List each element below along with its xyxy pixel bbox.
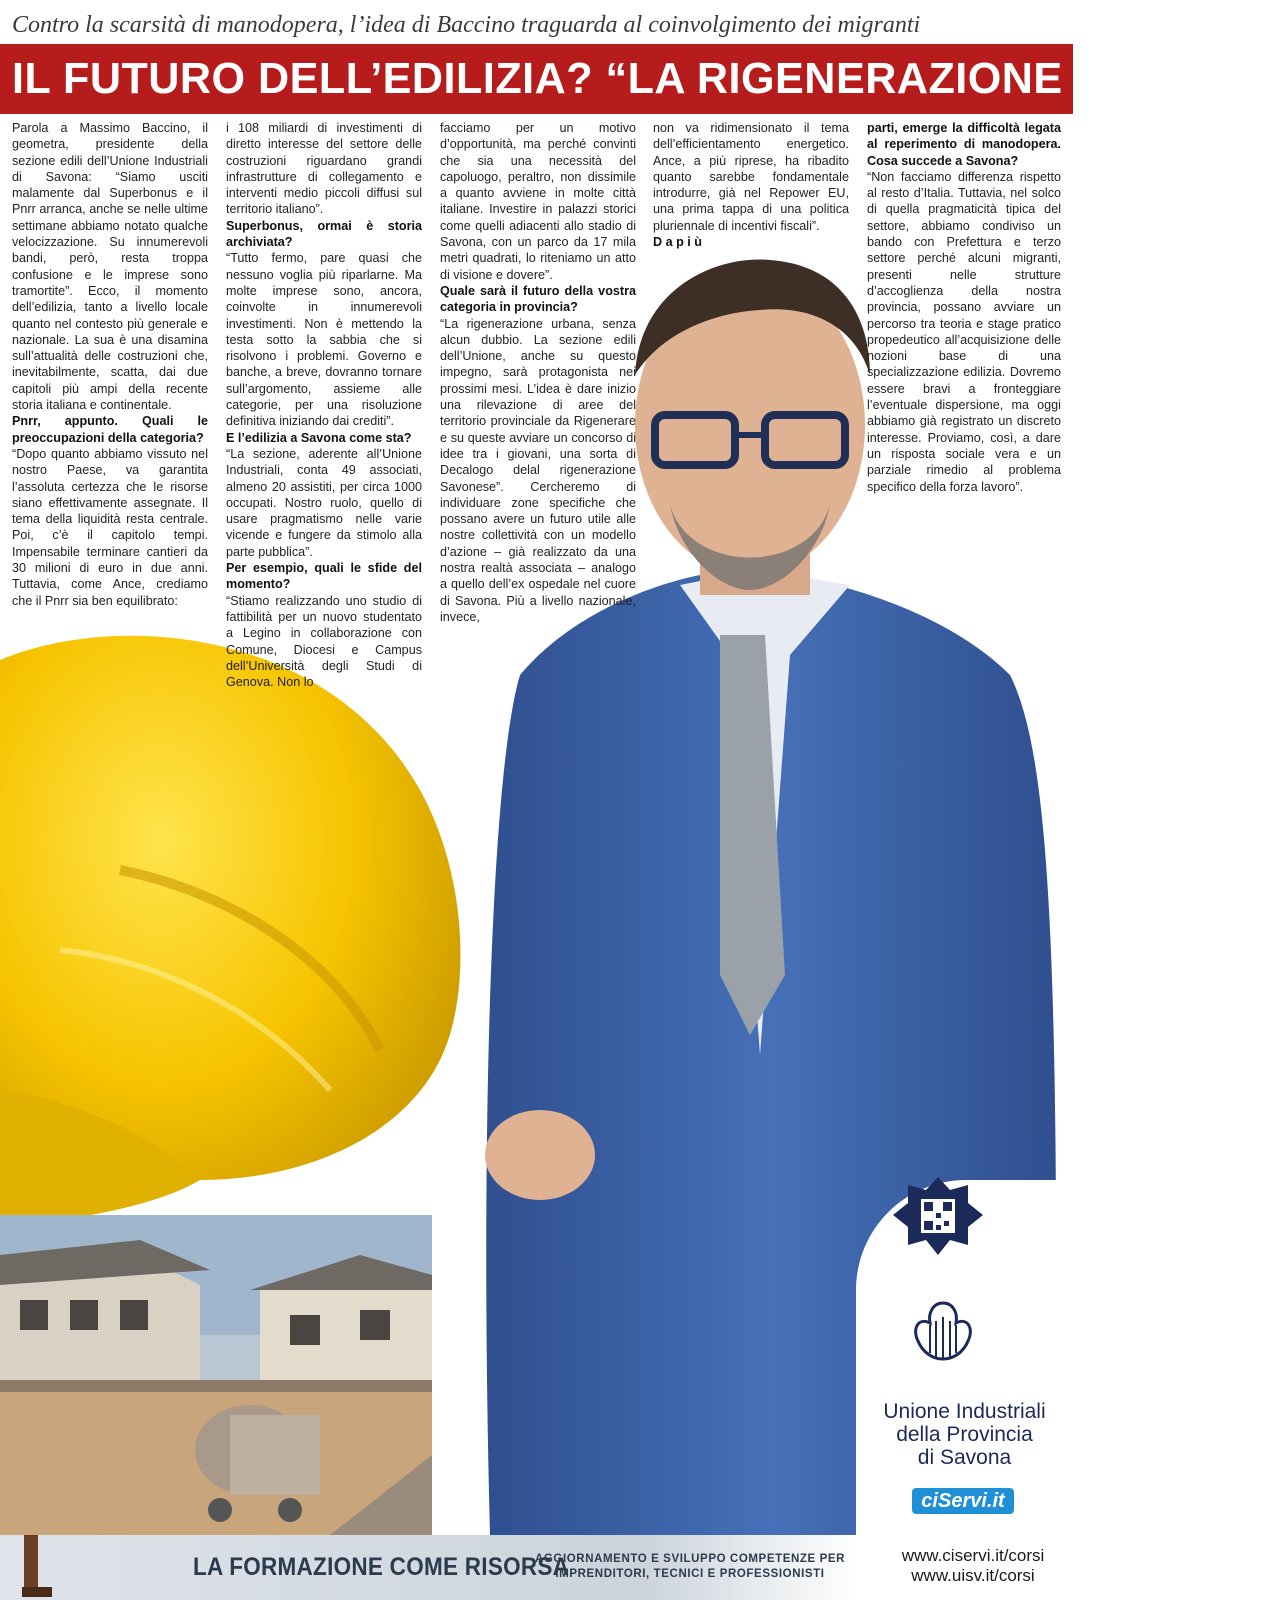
article-column-4 bbox=[653, 120, 849, 250]
article-paragraph: “La sezione, aderente all’Unione Industriali, conta 49 associati, almeno 20 assistiti, per circa 1000 occupati. Nostro ruolo, quello di usare pragmatismo nelle varie vicende e fungere da stimolo alla parte pubblica”. bbox=[226, 446, 422, 559]
headline-bar bbox=[0, 44, 1287, 114]
article-column-5 bbox=[867, 120, 1061, 495]
hard-hat-image bbox=[0, 620, 480, 1240]
interview-question: D a p i ù bbox=[653, 235, 702, 250]
article-column-1 bbox=[12, 120, 208, 609]
article-paragraph: Parola a Massimo Baccino, il geometra, presidente della sezione edili dell’Unione Industriali di Savona: “Siamo usciti malamente dal Superbonus e il Pnrr arranca, anche se nelle ultime settimane abbiamo notato qualche velocizzazione. Su innumerevoli bandi, però, resta troppa confusione e le imprese sono tramortite”. Ecco, il momento dell’edilizia, tanto a livello locale quanto nel contesto più generale e nazionale. La sua è una disamina sull’attualità delle costruzioni che, inevitabilmente, scatta, dai due capitoli più ampi della recente storia italiana e continentale. bbox=[12, 121, 208, 413]
article-column-2 bbox=[226, 120, 422, 690]
boot-icon bbox=[14, 1535, 59, 1600]
interview-question: E l’edilizia a Savona come sta? bbox=[226, 430, 412, 445]
article-paragraph: facciamo per un motivo d’opportunità, ma perché convinti che sia una necessità del capoluogo, peraltro, non dissimile a quanto avviene in molte città italiane. Investire in palazzi storici come quelli adiacenti allo stadio di Savona, con un parco da 17 mila metri quadrati, lo riteniamo un atto di visione e dovere”. bbox=[440, 121, 636, 282]
article-paragraph: “La rigenerazione urbana, senza alcun dubbio. La sezione edili dell’Unione, anche su questo impegno, sarà protagonista nei prossimi mesi. L’idea è dare inizio una rilevazione di aree del territorio provinciale da Rigenerare e su queste avviare un concorso di idee tra i giovani, una sorta di Decalogo delal rigenerazione Savonese”. Cercheremo di individuare zone specifiche che possano avere un futuro utile alle nostre collettività con un modello d’azione – già realizzato da una nostra realtà associata – analogo a quello dell’ex ospedale nel cuore di Savona. Più a livello nazionale, invece, bbox=[440, 316, 636, 624]
article-column-3 bbox=[440, 120, 636, 625]
footer-subtitle-line-1: AGGIORNAMENTO E SVILUPPO COMPETENZE PER bbox=[534, 1553, 846, 1565]
org-name-line-1: Unione Industriali bbox=[883, 1400, 1046, 1423]
article-paragraph: i 108 miliardi di investimenti di diretto interesse del settore delle costruzioni riguardano grandi infrastrutture di collegamento e interventi medio piccoli diffusi sul territorio italiano”. bbox=[226, 121, 422, 217]
interview-question: Superbonus, ormai è storia archiviata? bbox=[226, 218, 422, 250]
footer-subtitle-line-2: IMPRENDITORI, TECNICI E PROFESSIONISTI bbox=[555, 1568, 825, 1580]
kicker-text: Contro la scarsità di manodopera, l’idea di Baccino traguarda al coinvolgimento dei migranti bbox=[12, 12, 921, 38]
kicker-bar bbox=[0, 0, 1073, 44]
interview-question: Per esempio, quali le sfide del momento? bbox=[226, 561, 422, 592]
article-paragraph: “Tutto fermo, pare quasi che nessuno voglia più riparlarne. Ma molte imprese sono, ancora, coinvolte in innumerevoli investimenti. Non è mettendo la testa sotto la sabbia che si risolvono i problemi. Governo e banche, a breve, dovranno tornare sull’argomento, assieme alle categorie, per una risoluzione definitiva iniziando dai crediti”. bbox=[226, 251, 422, 429]
article-paragraph: “Dopo quanto abbiamo vissuto nel nostro Paese, va garantita l’assoluta certezza che le risorse siano effettivamente assegnate. Il tema della liquidità resta centrale. Poi, c’è il capitolo tempi. Impensabile terminare cantieri da 30 milioni di euro in due anni. Tuttavia, come Ance, crediamo che il Pnrr sia ben equilibrato: bbox=[12, 446, 208, 608]
headline-text: IL FUTURO DELL’EDILIZIA? “LA RIGENERAZIONE URBANA” bbox=[12, 54, 1287, 103]
url-ciservi-link[interactable]: www.ciservi.it/corsi bbox=[901, 1546, 1045, 1565]
eagle-emblem-icon bbox=[908, 1295, 978, 1365]
article-paragraph: “Non facciamo differenza rispetto al resto d’Italia. Tuttavia, nel solco di quella pragmaticità tipica del settore, abbiamo condiviso un bando con Prefettura e terzo settore perché alcuni migranti, presenti nelle strutture d’accoglienza della nostra provincia, possano avviare un percorso tra teoria e stage pratico propedeutico all’acquisizione delle nozioni base di una specializzazione edilizia. Dovremo essere bravi a fronteggiare l’eventuale dispersione, ma oggi abbiamo già registrato un discreto interesse. Proviamo, così, a dare un risposta sociale vera e un parziale rimedio al problema specifico della forza lavoro”. bbox=[867, 169, 1061, 494]
footer-title: LA FORMAZIONE COME RISORSA bbox=[193, 1553, 570, 1581]
article-paragraph: “Stiamo realizzando uno studio di fattibilità per un nuovo studentato a Legino in collaborazione con Comune, Diocesi e Campus dell’Università degli Studi di Genova. Non lo bbox=[226, 593, 422, 690]
footer-subtitle bbox=[530, 1552, 850, 1582]
qr-badge-icon bbox=[888, 1165, 988, 1280]
interview-question: parti, emerge la difficoltà legata al reperimento di manodopera. Cosa succede a Savona? bbox=[867, 121, 1061, 168]
organization-name bbox=[856, 1400, 1073, 1469]
interview-question: Quale sarà il futuro della vostra categoria in provincia? bbox=[440, 283, 636, 315]
construction-site-image bbox=[0, 1215, 432, 1535]
org-name-line-3: di Savona bbox=[917, 1446, 1012, 1469]
article-paragraph: non va ridimensionato il tema dell’efficientamento energetico. Ance, a più riprese, ha ribadito quanto sarebbe fondamentale introdurre, già nel Repower EU, una prima tappa di una politica pluriennale di incentivi fiscali”. bbox=[653, 121, 849, 233]
url-uisv-link[interactable]: www.uisv.it/corsi bbox=[911, 1566, 1035, 1585]
ciservi-logo: ciServi.it bbox=[912, 1488, 1014, 1514]
interview-question: Pnrr, appunto. Quali le preoccupazioni della categoria? bbox=[12, 414, 208, 445]
org-name-line-2: della Provincia bbox=[896, 1423, 1033, 1446]
footer-urls bbox=[878, 1546, 1068, 1586]
